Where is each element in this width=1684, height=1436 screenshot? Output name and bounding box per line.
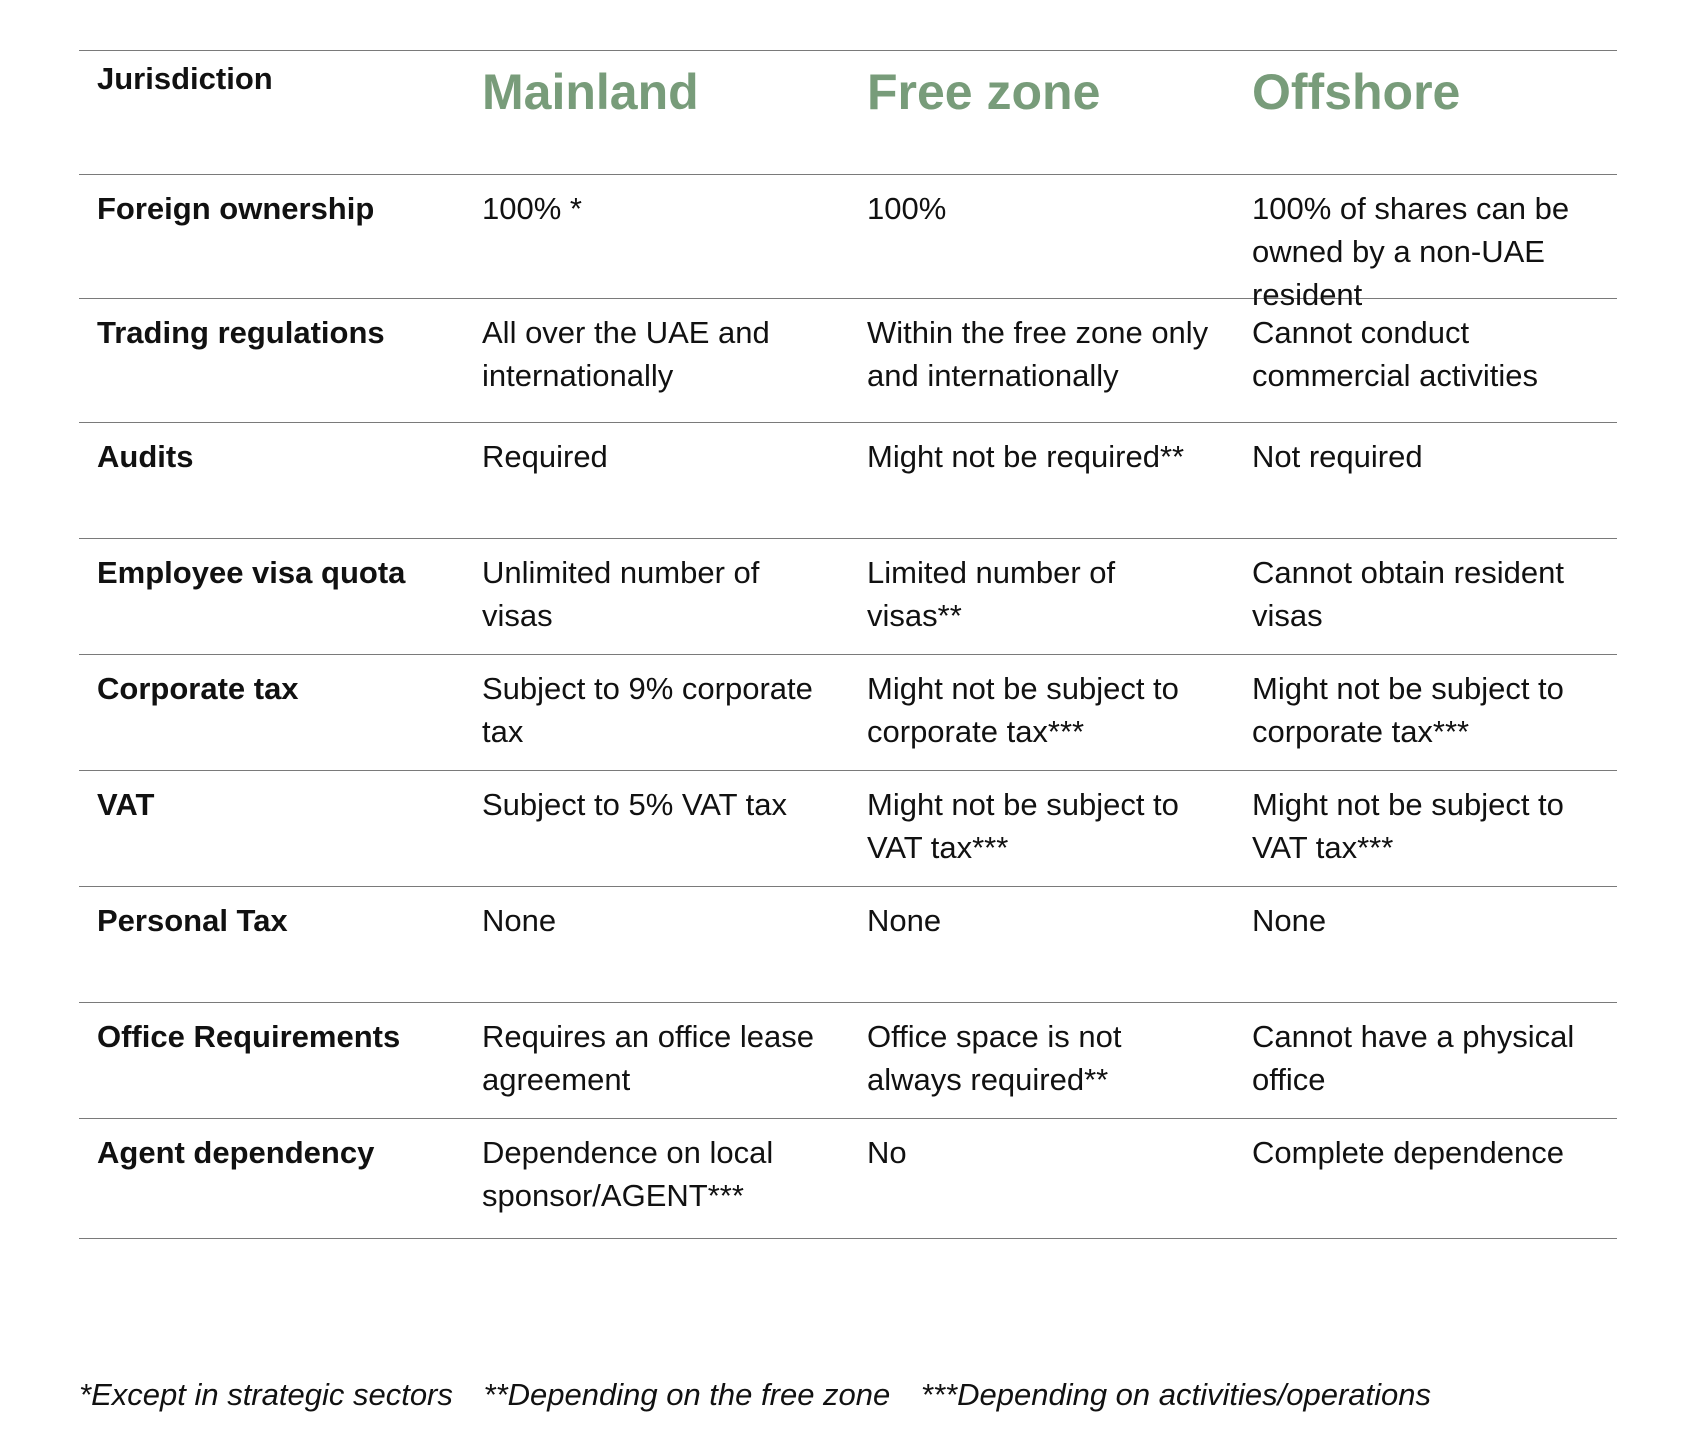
cell-free-zone: Might not be subject to corporate tax***: [867, 671, 1179, 749]
row-label: Office Requirements: [97, 1019, 401, 1054]
header-offshore: Offshore: [1252, 64, 1461, 120]
table-row-vat: [79, 771, 1617, 887]
cell-free-zone: 100%: [867, 191, 947, 226]
table-header-row: [79, 51, 1617, 175]
cell-offshore: Cannot conduct commercial activities: [1252, 315, 1538, 393]
header-jurisdiction-label: Jurisdiction: [97, 61, 273, 96]
cell-mainland: Dependence on local sponsor/AGENT***: [482, 1135, 774, 1213]
cell-offshore: Cannot have a physical office: [1252, 1019, 1575, 1097]
cell-mainland: Required: [482, 439, 608, 474]
footnotes: [79, 1377, 1639, 1413]
cell-mainland: All over the UAE and internationally: [482, 315, 770, 393]
table-row-trading-regulations: [79, 299, 1617, 423]
cell-free-zone: None: [867, 903, 942, 938]
comparison-table: [79, 50, 1617, 1239]
cell-free-zone: Limited number of visas**: [867, 555, 1116, 633]
cell-mainland: Unlimited number of visas: [482, 555, 760, 633]
cell-mainland: 100% *: [482, 191, 582, 226]
row-label: Corporate tax: [97, 671, 299, 706]
header-free-zone: Free zone: [867, 64, 1101, 120]
row-label: Trading regulations: [97, 315, 385, 350]
cell-free-zone: Might not be required**: [867, 439, 1185, 474]
table-row-audits: [79, 423, 1617, 539]
footnote-free-zone: **Depending on the free zone: [483, 1377, 891, 1412]
table-row-corporate-tax: [79, 655, 1617, 771]
cell-offshore: Not required: [1252, 439, 1423, 474]
table-row-employee-visa-quota: [79, 539, 1617, 655]
cell-mainland: Requires an office lease agreement: [482, 1019, 815, 1097]
footnote-activities: ***Depending on activities/operations: [920, 1377, 1432, 1412]
row-label: Employee visa quota: [97, 555, 406, 590]
footnote-strategic-sectors: *Except in strategic sectors: [79, 1377, 453, 1412]
row-label: Agent dependency: [97, 1135, 375, 1170]
cell-free-zone: No: [867, 1135, 907, 1170]
table-row-personal-tax: [79, 887, 1617, 1003]
cell-free-zone: Might not be subject to VAT tax***: [867, 787, 1179, 865]
cell-offshore: Complete dependence: [1252, 1135, 1564, 1170]
cell-mainland: None: [482, 903, 557, 938]
cell-offshore: Cannot obtain resident visas: [1252, 555, 1564, 633]
cell-free-zone: Within the free zone only and internationally: [867, 315, 1209, 393]
cell-offshore: Might not be subject to corporate tax***: [1252, 671, 1564, 749]
row-label: Foreign ownership: [97, 191, 375, 226]
header-mainland: Mainland: [482, 64, 699, 120]
cell-offshore: Might not be subject to VAT tax***: [1252, 787, 1564, 865]
cell-offshore: None: [1252, 903, 1327, 938]
cell-mainland: Subject to 5% VAT tax: [482, 787, 787, 822]
cell-free-zone: Office space is not always required**: [867, 1019, 1122, 1097]
row-label: Personal Tax: [97, 903, 288, 938]
table-row-agent-dependency: [79, 1119, 1617, 1239]
cell-mainland: Subject to 9% corporate tax: [482, 671, 813, 749]
row-label: Audits: [97, 439, 194, 474]
row-label: VAT: [97, 787, 155, 822]
table-row-foreign-ownership: [79, 175, 1617, 312]
table-row-office-requirements: [79, 1003, 1617, 1119]
cell-offshore: 100% of shares can be owned by a non-UAE resident: [1252, 191, 1570, 312]
